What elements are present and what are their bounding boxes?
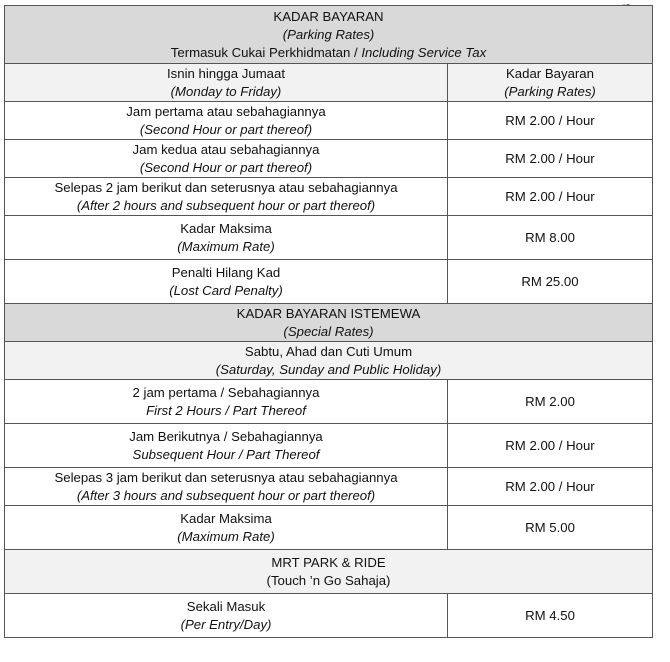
row-label-en: (Maximum Rate) (177, 528, 275, 544)
section2-subtitle: (Special Rates) (283, 323, 374, 339)
table-row (5, 216, 653, 260)
table-row (5, 140, 653, 178)
rate-value: RM 2.00 / Hour (448, 140, 653, 178)
section2-title: KADAR BAYARAN ISTEMEWA (236, 305, 421, 321)
row-label-ms: Selepas 2 jam berikut dan seterusnya atau sebahagiannya (54, 179, 398, 195)
row-label-en: (Second Hour or part thereof) (139, 159, 313, 175)
rate-value: RM 4.50 (448, 594, 653, 638)
parking-rates-table (4, 5, 653, 638)
table-row (5, 594, 653, 638)
table-row (5, 102, 653, 140)
row-label-en: (Second Hour or part thereof) (139, 121, 313, 137)
rate-value: RM 5.00 (448, 506, 653, 550)
row-label-ms: Jam Berikutnya / Sebahagiannya (129, 428, 323, 444)
row-label-ms: Selepas 3 jam berikut dan seterusnya atau sebahagiannya (54, 469, 398, 485)
table-row (5, 260, 653, 304)
rate-value: RM 2.00 / Hour (448, 468, 653, 506)
section1-title: KADAR BAYARAN (273, 8, 384, 24)
table-row (5, 506, 653, 550)
section2-days-header (5, 342, 653, 380)
row-label-ms: Jam pertama atau sebahagiannya (126, 103, 326, 119)
rate-value: RM 2.00 (448, 380, 653, 424)
row-label-en: (After 3 hours and subsequent hour or part thereof) (76, 487, 376, 503)
row-label-en: (Maximum Rate) (177, 238, 275, 254)
rate-value: RM 8.00 (448, 216, 653, 260)
rate-value: RM 2.00 / Hour (448, 424, 653, 468)
row-label-en: Subsequent Hour / Part Thereof (132, 446, 320, 462)
row-label-ms: 2 jam pertama / Sebahagiannya (132, 384, 320, 400)
tax-note-ms: Termasuk Cukai Perkhidmatan / (170, 44, 362, 60)
section2-header (5, 304, 653, 342)
row-label-ms: Jam kedua atau sebahagiannya (132, 141, 320, 157)
row-label-en: (After 2 hours and subsequent hour or part thereof) (76, 197, 376, 213)
section3-header (5, 550, 653, 594)
table-row (5, 424, 653, 468)
table-row (5, 380, 653, 424)
row-label-en: (Per Entry/Day) (180, 616, 272, 632)
row-label-ms: Penalti Hilang Kad (171, 264, 281, 280)
section1-header (5, 6, 653, 64)
rate-value: RM 2.00 / Hour (448, 102, 653, 140)
row-label-ms: Sekali Masuk (186, 598, 266, 614)
rate-value: RM 2.00 / Hour (448, 178, 653, 216)
rate-value: RM 25.00 (448, 260, 653, 304)
col2-header-ms: Kadar Bayaran (506, 65, 594, 81)
table-row (5, 468, 653, 506)
section1-column-header (5, 64, 653, 102)
table-row (5, 178, 653, 216)
days-en: (Saturday, Sunday and Public Holiday) (215, 361, 442, 377)
col1-header-ms: Isnin hingga Jumaat (166, 65, 286, 81)
section3-subtitle: (Touch ’n Go Sahaja) (266, 572, 391, 588)
days-ms: Sabtu, Ahad dan Cuti Umum (244, 343, 413, 359)
col1-header-en: (Monday to Friday) (170, 83, 282, 99)
section3-title: MRT PARK & RIDE (271, 554, 386, 570)
tax-note-en: Including Service Tax (361, 44, 487, 60)
row-label-ms: Kadar Maksima (180, 510, 272, 526)
row-label-en: (Lost Card Penalty) (169, 282, 283, 298)
row-label-en: First 2 Hours / Part Thereof (146, 402, 306, 418)
section1-subtitle: (Parking Rates) (282, 26, 375, 42)
section1-tax-note (7, 44, 650, 62)
row-label-ms: Kadar Maksima (180, 220, 272, 236)
col2-header-en: (Parking Rates) (504, 83, 596, 99)
